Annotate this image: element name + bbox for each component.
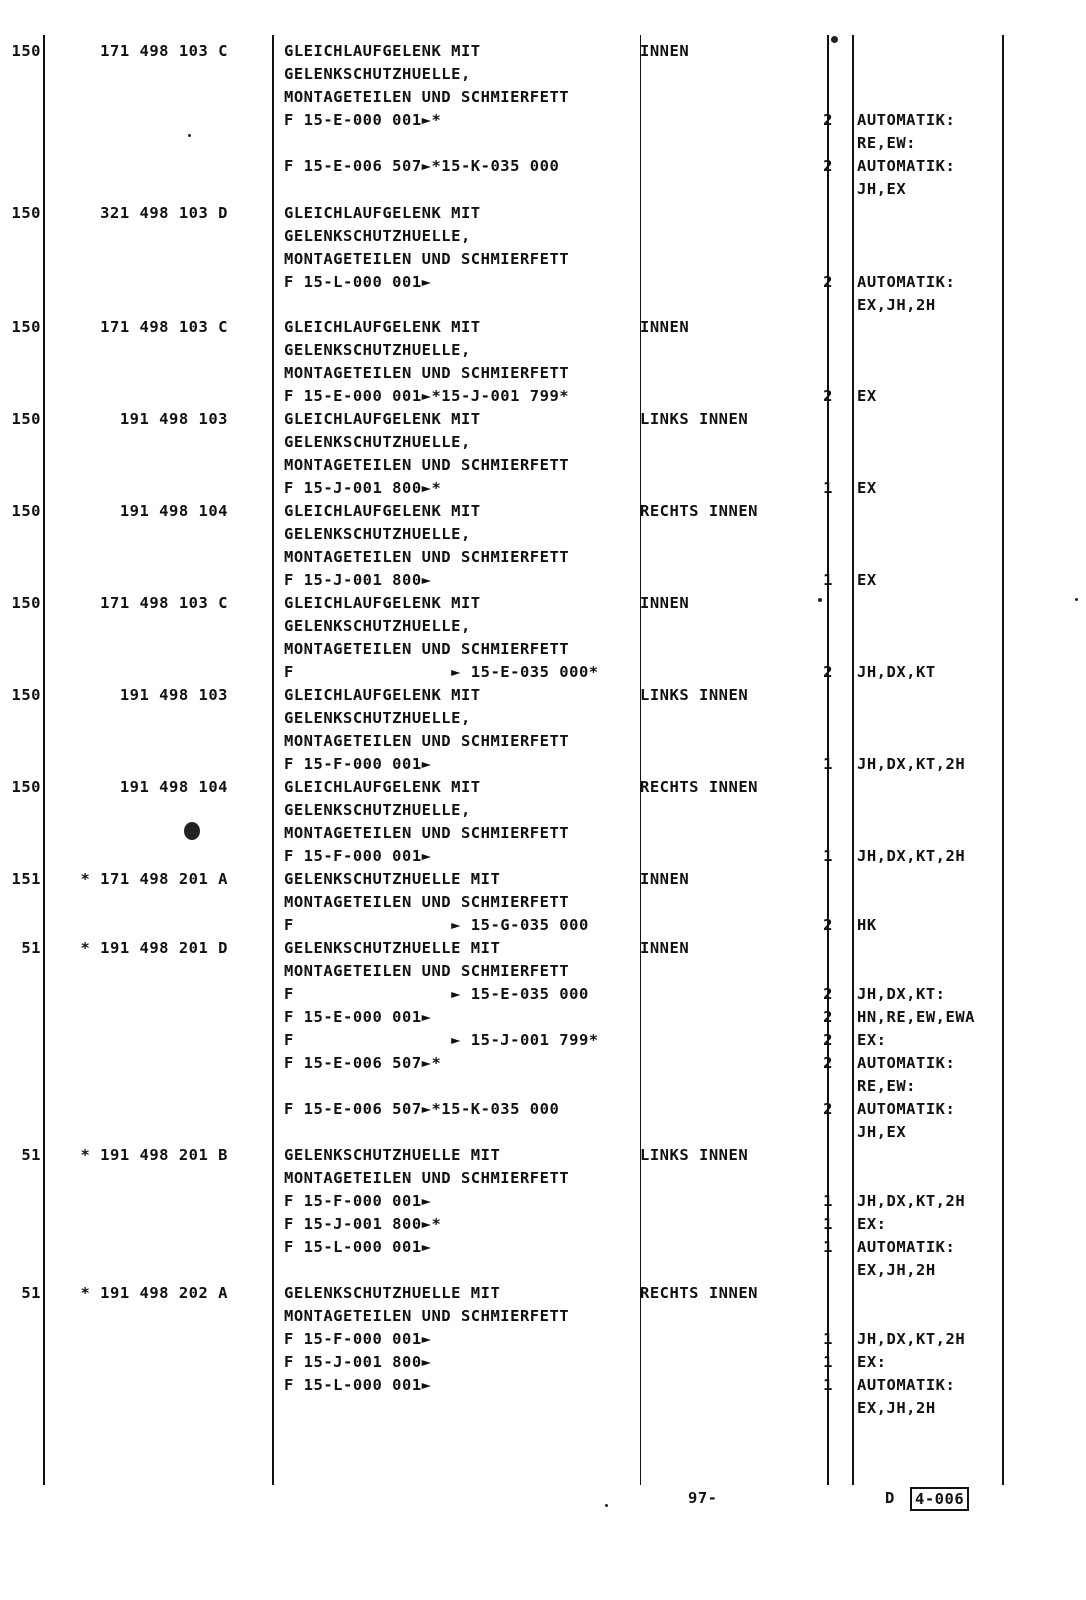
description-line: F 15-L-000 001► bbox=[284, 1238, 432, 1256]
position-number: 150 bbox=[11, 594, 41, 612]
quantity: 2 bbox=[823, 663, 833, 681]
quantity: 2 bbox=[823, 1031, 833, 1049]
quantity: 2 bbox=[823, 273, 833, 291]
column-rule bbox=[43, 35, 45, 1485]
remark-line: EX,JH,2H bbox=[857, 296, 936, 314]
description-line: GLEICHLAUFGELENK MIT bbox=[284, 594, 481, 612]
description-line: GELENKSCHUTZHUELLE MIT bbox=[284, 870, 501, 888]
part-number: 191 498 103 bbox=[119, 686, 228, 704]
part-number: 171 498 103 C bbox=[100, 42, 228, 60]
remark-line: JH,DX,KT bbox=[857, 663, 936, 681]
install-position: RECHTS INNEN bbox=[640, 778, 758, 796]
remark-line: HK bbox=[857, 916, 877, 934]
remark-line: AUTOMATIK: bbox=[857, 111, 956, 129]
part-number: * 191 498 201 D bbox=[80, 939, 228, 957]
part-number: 171 498 103 C bbox=[100, 594, 228, 612]
description-line: MONTAGETEILEN UND SCHMIERFETT bbox=[284, 456, 570, 474]
description-line: MONTAGETEILEN UND SCHMIERFETT bbox=[284, 732, 570, 750]
quantity: 1 bbox=[823, 1376, 833, 1394]
quantity: 2 bbox=[823, 1100, 833, 1118]
remark-line: JH,DX,KT,2H bbox=[857, 847, 966, 865]
scan-speck bbox=[188, 134, 191, 137]
quantity: 2 bbox=[823, 985, 833, 1003]
position-number: 51 bbox=[21, 1284, 41, 1302]
remark-line: HN,RE,EW,EWA bbox=[857, 1008, 975, 1026]
quantity: 2 bbox=[823, 1008, 833, 1026]
quantity: 2 bbox=[823, 111, 833, 129]
scan-speck bbox=[1075, 598, 1078, 601]
description-line: GLEICHLAUFGELENK MIT bbox=[284, 410, 481, 428]
quantity: 1 bbox=[823, 755, 833, 773]
description-line: F 15-F-000 001► bbox=[284, 755, 432, 773]
part-number: * 191 498 201 B bbox=[80, 1146, 228, 1164]
remark-line: RE,EW: bbox=[857, 1077, 916, 1095]
description-line: F 15-L-000 001► bbox=[284, 273, 432, 291]
quantity: 1 bbox=[823, 847, 833, 865]
install-position: RECHTS INNEN bbox=[640, 1284, 758, 1302]
description-line: F 15-E-000 001►*15-J-001 799* bbox=[284, 387, 570, 405]
description-line: GLEICHLAUFGELENK MIT bbox=[284, 778, 481, 796]
remark-line: EX: bbox=[857, 1353, 887, 1371]
description-line: MONTAGETEILEN UND SCHMIERFETT bbox=[284, 364, 570, 382]
remark-line: AUTOMATIK: bbox=[857, 273, 956, 291]
install-position: LINKS INNEN bbox=[640, 1146, 749, 1164]
description-line: GELENKSCHUTZHUELLE MIT bbox=[284, 1284, 501, 1302]
install-position: INNEN bbox=[640, 870, 690, 888]
remark-line: EX: bbox=[857, 1031, 887, 1049]
quantity: 2 bbox=[823, 157, 833, 175]
description-line: F 15-J-001 800►* bbox=[284, 1215, 442, 1233]
description-line: MONTAGETEILEN UND SCHMIERFETT bbox=[284, 250, 570, 268]
part-number: 171 498 103 C bbox=[100, 318, 228, 336]
description-line: GELENKSCHUTZHUELLE, bbox=[284, 227, 471, 245]
quantity: 1 bbox=[823, 1238, 833, 1256]
remark-line: JH,DX,KT: bbox=[857, 985, 946, 1003]
remark-line: EX,JH,2H bbox=[857, 1399, 936, 1417]
install-position: INNEN bbox=[640, 42, 690, 60]
quantity: 2 bbox=[823, 916, 833, 934]
description-line: F 15-E-006 507►*15-K-035 000 bbox=[284, 1100, 560, 1118]
remark-line: AUTOMATIK: bbox=[857, 1100, 956, 1118]
install-position: INNEN bbox=[640, 318, 690, 336]
remark-line: AUTOMATIK: bbox=[857, 1238, 956, 1256]
remark-line: AUTOMATIK: bbox=[857, 1054, 956, 1072]
install-position: LINKS INNEN bbox=[640, 410, 749, 428]
remark-line: JH,DX,KT,2H bbox=[857, 1192, 966, 1210]
description-line: GELENKSCHUTZHUELLE, bbox=[284, 525, 471, 543]
description-line: MONTAGETEILEN UND SCHMIERFETT bbox=[284, 962, 570, 980]
remark-line: EX,JH,2H bbox=[857, 1261, 936, 1279]
quantity: 1 bbox=[823, 1353, 833, 1371]
remark-line: AUTOMATIK: bbox=[857, 1376, 956, 1394]
description-line: GELENKSCHUTZHUELLE, bbox=[284, 433, 471, 451]
description-line: F ► 15-E-035 000 bbox=[284, 985, 589, 1003]
position-number: 51 bbox=[21, 939, 41, 957]
install-position: RECHTS INNEN bbox=[640, 502, 758, 520]
install-position: LINKS INNEN bbox=[640, 686, 749, 704]
scan-speck bbox=[184, 822, 200, 840]
part-number: 191 498 104 bbox=[119, 502, 228, 520]
section-letter: D bbox=[885, 1489, 895, 1507]
column-rule bbox=[272, 35, 274, 1485]
part-number: 191 498 104 bbox=[119, 778, 228, 796]
quantity: 2 bbox=[823, 387, 833, 405]
description-line: GLEICHLAUFGELENK MIT bbox=[284, 318, 481, 336]
scan-speck bbox=[605, 1504, 608, 1507]
section-code: 4-006 bbox=[910, 1487, 969, 1511]
part-number: * 191 498 202 A bbox=[80, 1284, 228, 1302]
description-line: F 15-E-006 507►* bbox=[284, 1054, 442, 1072]
part-number: * 171 498 201 A bbox=[80, 870, 228, 888]
description-line: MONTAGETEILEN UND SCHMIERFETT bbox=[284, 640, 570, 658]
remark-line: EX: bbox=[857, 1215, 887, 1233]
scan-speck bbox=[831, 36, 838, 43]
description-line: GELENKSCHUTZHUELLE MIT bbox=[284, 939, 501, 957]
description-line: F ► 15-G-035 000 bbox=[284, 916, 589, 934]
position-number: 51 bbox=[21, 1146, 41, 1164]
position-number: 150 bbox=[11, 410, 41, 428]
position-number: 150 bbox=[11, 318, 41, 336]
description-line: F 15-E-000 001►* bbox=[284, 111, 442, 129]
description-line: GLEICHLAUFGELENK MIT bbox=[284, 204, 481, 222]
description-line: MONTAGETEILEN UND SCHMIERFETT bbox=[284, 1307, 570, 1325]
scan-speck bbox=[818, 598, 822, 602]
remark-line: EX bbox=[857, 571, 877, 589]
remark-line: EX bbox=[857, 387, 877, 405]
quantity: 1 bbox=[823, 1330, 833, 1348]
remark-line: RE,EW: bbox=[857, 134, 916, 152]
page-number: 97- bbox=[688, 1489, 718, 1507]
description-line: GELENKSCHUTZHUELLE MIT bbox=[284, 1146, 501, 1164]
quantity: 1 bbox=[823, 571, 833, 589]
description-line: GELENKSCHUTZHUELLE, bbox=[284, 801, 471, 819]
remark-line: JH,EX bbox=[857, 1123, 907, 1141]
description-line: F 15-J-001 800► bbox=[284, 1353, 432, 1371]
position-number: 150 bbox=[11, 502, 41, 520]
remark-line: EX bbox=[857, 479, 877, 497]
part-number: 191 498 103 bbox=[119, 410, 228, 428]
description-line: F 15-F-000 001► bbox=[284, 1330, 432, 1348]
description-line: F 15-F-000 001► bbox=[284, 1192, 432, 1210]
description-line: F 15-E-000 001► bbox=[284, 1008, 432, 1026]
description-line: GELENKSCHUTZHUELLE, bbox=[284, 65, 471, 83]
install-position: INNEN bbox=[640, 939, 690, 957]
description-line: F 15-J-001 800►* bbox=[284, 479, 442, 497]
remark-line: JH,EX bbox=[857, 180, 907, 198]
description-line: GLEICHLAUFGELENK MIT bbox=[284, 42, 481, 60]
remark-line: JH,DX,KT,2H bbox=[857, 755, 966, 773]
description-line: F ► 15-E-035 000* bbox=[284, 663, 599, 681]
description-line: MONTAGETEILEN UND SCHMIERFETT bbox=[284, 893, 570, 911]
quantity: 2 bbox=[823, 1054, 833, 1072]
position-number: 150 bbox=[11, 778, 41, 796]
remark-line: JH,DX,KT,2H bbox=[857, 1330, 966, 1348]
description-line: GELENKSCHUTZHUELLE, bbox=[284, 341, 471, 359]
description-line: MONTAGETEILEN UND SCHMIERFETT bbox=[284, 824, 570, 842]
column-rule bbox=[640, 35, 641, 1485]
column-rule bbox=[852, 35, 854, 1485]
position-number: 150 bbox=[11, 42, 41, 60]
description-line: F 15-F-000 001► bbox=[284, 847, 432, 865]
install-position: INNEN bbox=[640, 594, 690, 612]
description-line: GLEICHLAUFGELENK MIT bbox=[284, 686, 481, 704]
column-rule bbox=[1002, 35, 1004, 1485]
position-number: 151 bbox=[11, 870, 41, 888]
part-number: 321 498 103 D bbox=[100, 204, 228, 222]
quantity: 1 bbox=[823, 479, 833, 497]
position-number: 150 bbox=[11, 686, 41, 704]
description-line: MONTAGETEILEN UND SCHMIERFETT bbox=[284, 1169, 570, 1187]
description-line: GELENKSCHUTZHUELLE, bbox=[284, 617, 471, 635]
description-line: F 15-L-000 001► bbox=[284, 1376, 432, 1394]
remark-line: AUTOMATIK: bbox=[857, 157, 956, 175]
description-line: MONTAGETEILEN UND SCHMIERFETT bbox=[284, 548, 570, 566]
position-number: 150 bbox=[11, 204, 41, 222]
description-line: F 15-J-001 800► bbox=[284, 571, 432, 589]
description-line: MONTAGETEILEN UND SCHMIERFETT bbox=[284, 88, 570, 106]
description-line: GELENKSCHUTZHUELLE, bbox=[284, 709, 471, 727]
description-line: F ► 15-J-001 799* bbox=[284, 1031, 599, 1049]
quantity: 1 bbox=[823, 1192, 833, 1210]
quantity: 1 bbox=[823, 1215, 833, 1233]
description-line: F 15-E-006 507►*15-K-035 000 bbox=[284, 157, 560, 175]
description-line: GLEICHLAUFGELENK MIT bbox=[284, 502, 481, 520]
